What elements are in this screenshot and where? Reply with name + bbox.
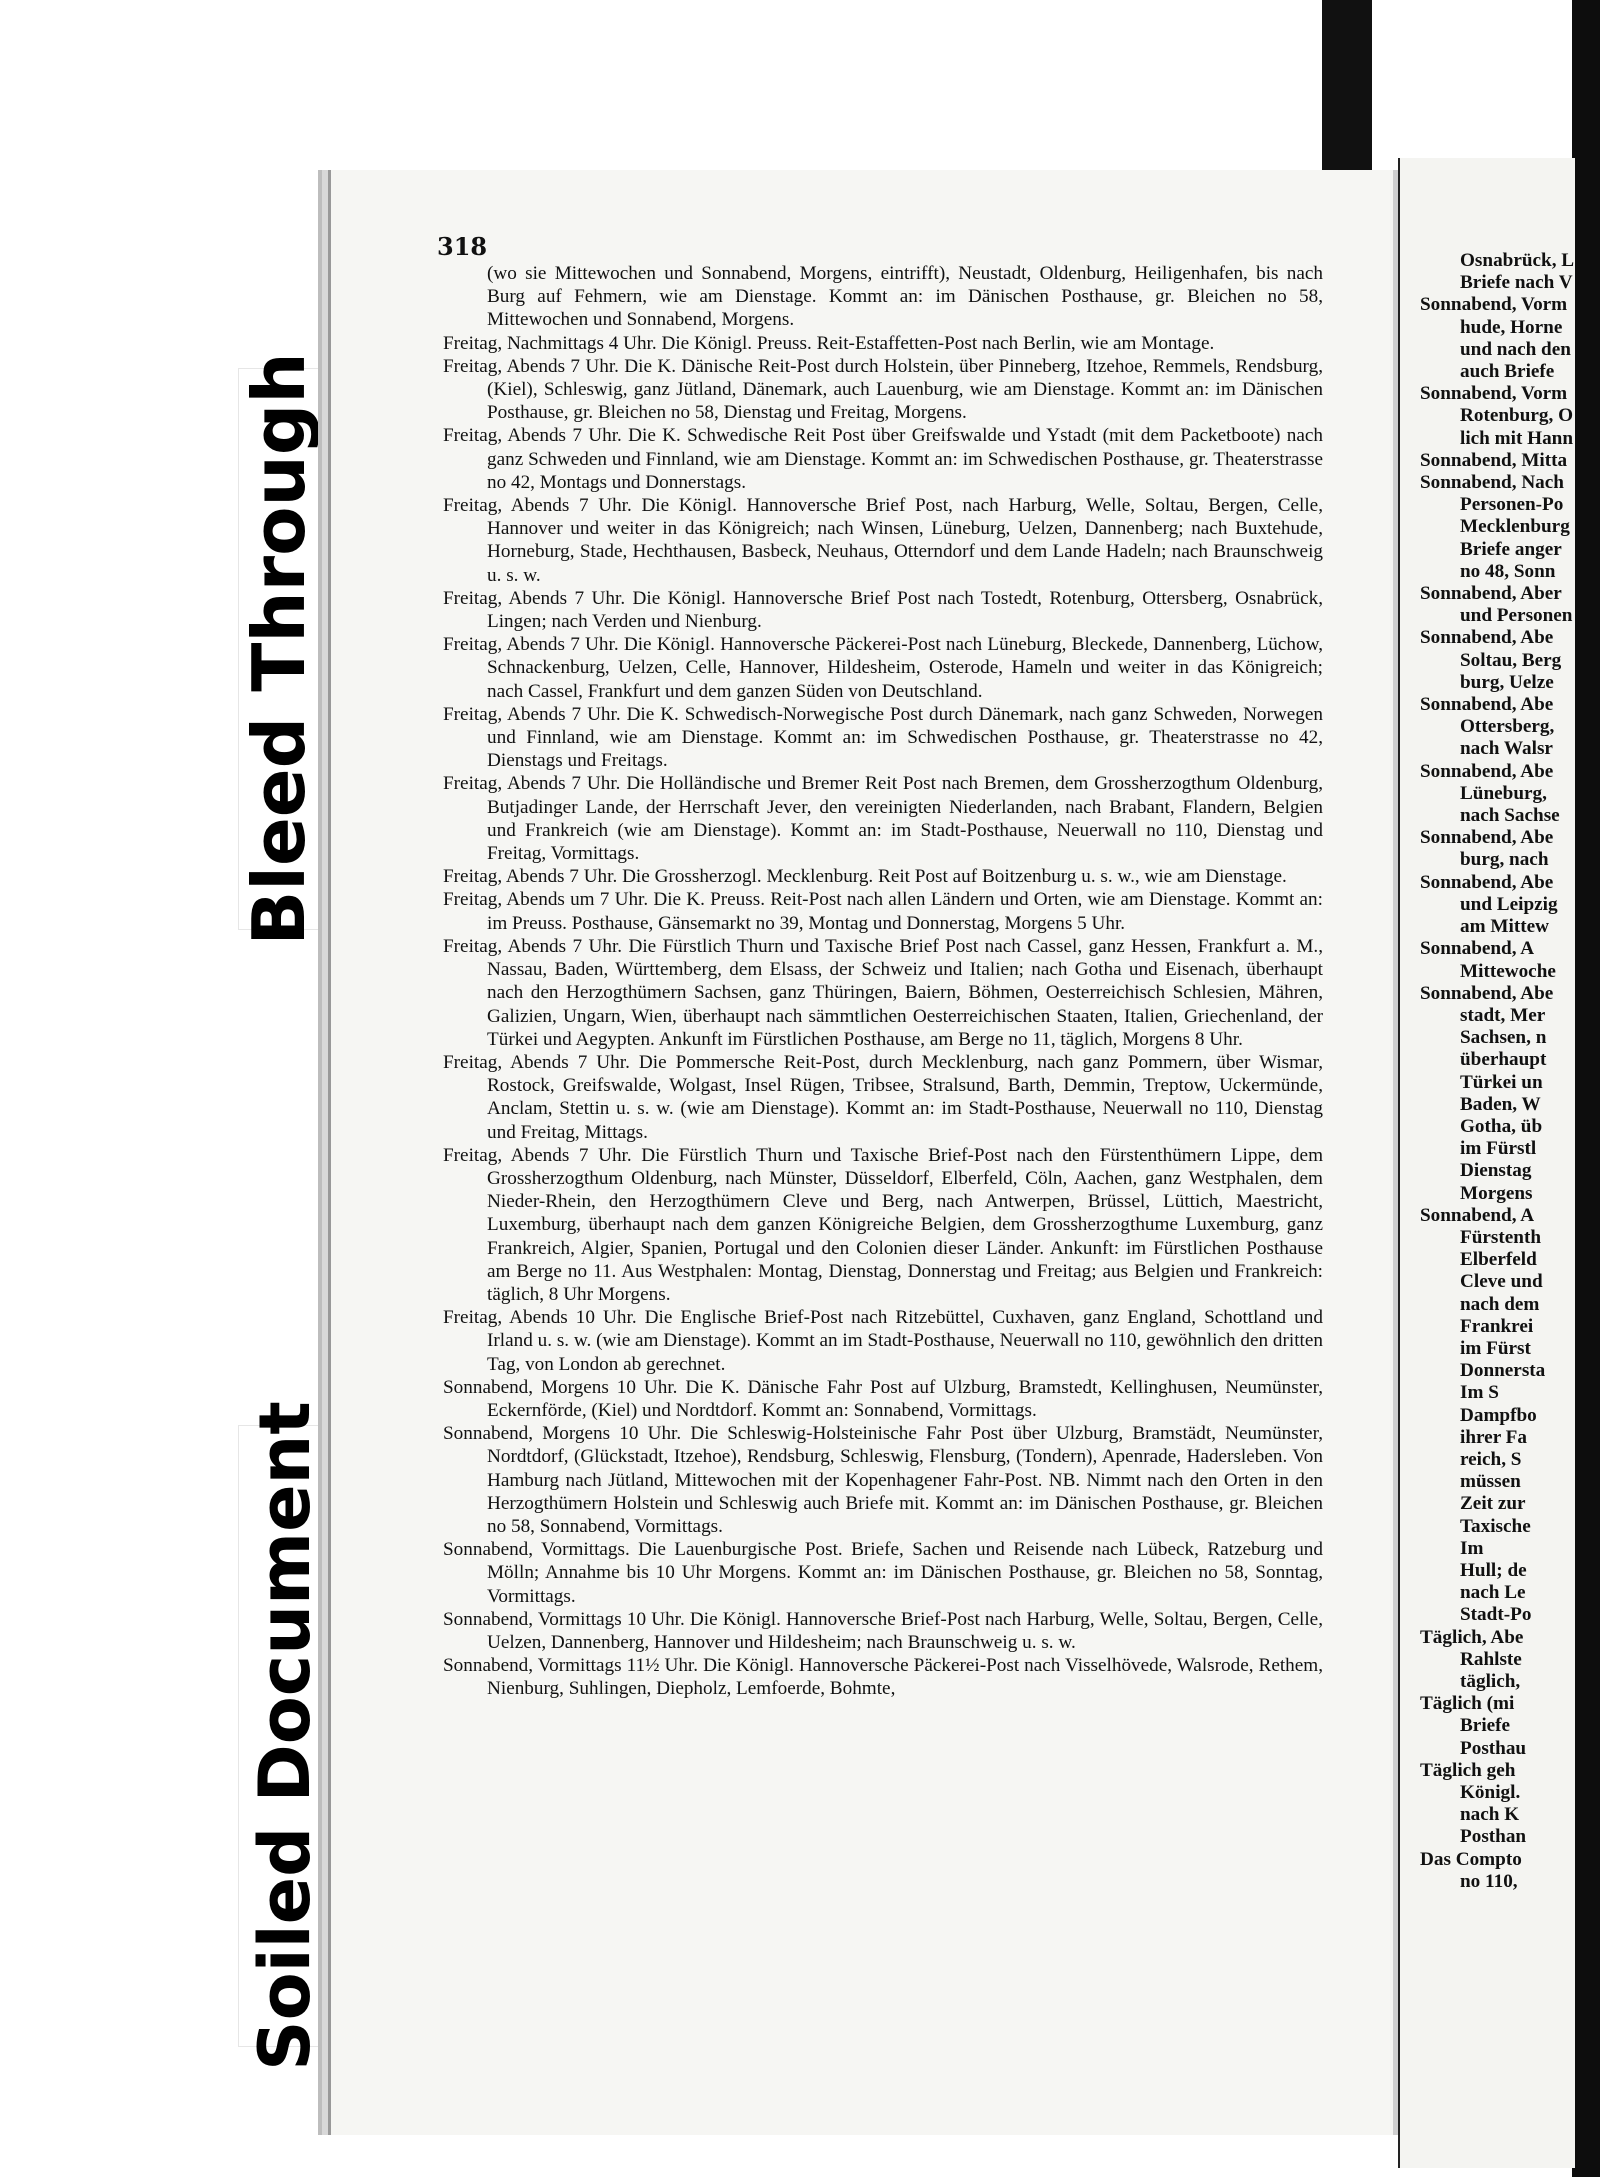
schedule-entry: Freitag, Abends 10 Uhr. Die Englische Brief-Post nach Ritzebüttel, Cuxhaven, ganz England, Schottland und Irland u. s. w. (wie am Dienstage). Kommt an im Stadt-Posthause, Neuerwall no 110, gewöhnlich den dritten Tag, von London ab gerechnet.	[443, 1307, 1323, 1375]
facing-page-line: Sonnabend, Abe	[1420, 760, 1554, 782]
facing-page-line: im Fürst	[1460, 1337, 1531, 1359]
facing-page-line: hude, Horne	[1460, 316, 1563, 338]
facing-page-line: Stadt-Po	[1460, 1604, 1532, 1626]
schedule-entry: Freitag, Abends 7 Uhr. Die Königl. Hannoversche Päckerei-Post nach Lüneburg, Bleckede, Dannenberg, Lüchow, Schnackenburg, Uelzen, Celle, Hannover, Hildesheim, Osterode, Hameln und weiter in das Königreich; nach Cassel, Frankfurt und dem ganzen Süden von Deutschland.	[443, 634, 1323, 702]
facing-page-line: Sonnabend, Mitta	[1420, 449, 1568, 471]
schedule-entry: Freitag, Abends 7 Uhr. Die Grossherzogl. Mecklenburg. Reit Post auf Boitzenburg u. s. w., wie am Dienstage.	[443, 866, 1287, 888]
schedule-entry: Freitag, Abends 7 Uhr. Die K. Schwedische Reit Post über Greifswalde und Ystadt (mit dem Packetboote) nach ganz Schweden und Finnland, wie am Dienstage. Kommt an: im Schwedischen Posthause, gr. Theaterstrasse no 42, Montags und Donnerstags.	[443, 425, 1323, 493]
schedule-entry: Freitag, Abends um 7 Uhr. Die K. Preuss. Reit-Post nach allen Ländern und Orten, wie am Dienstage. Kommt an: im Preuss. Posthause, Gänsemarkt no 39, Montag und Donnerstag, Morgens 5 Uhr.	[443, 889, 1323, 934]
schedule-entry: Freitag, Abends 7 Uhr. Die Pommersche Reit-Post, durch Mecklenburg, nach ganz Pommern, über Wismar, Rostock, Greifswalde, Wolgast, Insel Rügen, Tribsee, Stralsund, Barth, Demmin, Treptow, Uckermünde, Anclam, Stettin u. s. w. (wie am Dienstage). Kommt an: im Stadt-Posthause, Neuerwall no 110, Dienstag und Freitag, Mittags.	[443, 1051, 1323, 1143]
facing-page-line: lich mit Hann	[1460, 427, 1574, 449]
schedule-entry: Freitag, Abends 7 Uhr. Die K. Schwedisch-Norwegische Post durch Dänemark, nach ganz Schweden, Norwegen und Finnland, wie am Dienstage. Kommt an: im Schwedischen Posthause, gr. Theaterstrasse no 42, Dienstags und Freitags.	[443, 703, 1323, 772]
facing-page-line: Frankrei	[1460, 1315, 1534, 1337]
facing-page-line: Briefe anger	[1460, 538, 1562, 560]
facing-page-line: Lüneburg,	[1460, 782, 1547, 804]
binding-shadow-right	[1572, 0, 1600, 2177]
facing-page-line: Fürstenth	[1460, 1226, 1542, 1248]
facing-page-line: nach Sachse	[1460, 805, 1560, 827]
facing-page-line: Königl.	[1460, 1782, 1521, 1804]
schedule-entry: Freitag, Abends 7 Uhr. Die Fürstlich Thurn und Taxische Brief-Post nach den Fürstenthümern Lippe, dem Grossherzogthum Oldenburg, nach Münster, Düsseldorf, Elberfeld, Cöln, Aachen, ganz Westphalen, dem Nieder-Rhein, den Herzogthümern Cleve und Berg, nach Antwerpen, Brüssel, Lüttich, Maestricht, Luxemburg, überhaupt nach dem ganzen Königreiche Belgien, dem Grossherzogthume Luxemburg, ganz Frankreich, Algier, Spanien, Portugal und den Colonien dieser Länder. Ankunft: im Fürstlichen Posthause am Berge no 11. Aus Westphalen: Montag, Dienstag, Donnerstag und Freitag; aus Belgien und Frankreich: täglich, 8 Uhr Morgens.	[443, 1144, 1323, 1305]
facing-page-line: Posthau	[1460, 1737, 1527, 1759]
facing-page-line: Dampfbo	[1460, 1404, 1537, 1426]
facing-page-line: Sonnabend, Aber	[1420, 583, 1562, 605]
bleed-through-label: Bleed Through	[237, 352, 321, 946]
facing-page-line: Türkei un	[1460, 1071, 1543, 1093]
facing-page-line: no 110,	[1460, 1870, 1518, 1892]
facing-page-line: Gotha, üb	[1460, 1115, 1543, 1137]
facing-page-line: nach K	[1460, 1804, 1520, 1826]
facing-page-line: im Fürstl	[1460, 1138, 1537, 1160]
facing-page-line: Sonnabend, Abe	[1420, 627, 1554, 649]
facing-page-line: burg, Uelze	[1460, 671, 1554, 693]
facing-page-line: Ottersberg,	[1460, 716, 1555, 738]
schedule-entry: Sonnabend, Vormittags 10 Uhr. Die Königl. Hannoversche Brief-Post nach Harburg, Welle, Soltau, Bergen, Celle, Uelzen, Dannenberg, Hannover und Hildesheim; nach Braunschweig u. s. w.	[443, 1608, 1323, 1653]
facing-page-line: stadt, Mer	[1460, 1004, 1546, 1026]
facing-page-line: und Leipzig	[1460, 893, 1558, 915]
page-number: 318	[437, 232, 488, 261]
facing-page-line: Morgens	[1460, 1182, 1533, 1204]
facing-page-line: Dienstag	[1460, 1160, 1532, 1182]
schedule-entry: (wo sie Mittewochen und Sonnabend, Morgens, eintrifft), Neustadt, Oldenburg, Heiligenhafen, bis nach Burg auf Fehmern, wie am Dienstage. Kommt an: im Dänischen Posthause, gr. Bleichen no 58, Mittewochen und Sonnabend, Morgens.	[487, 263, 1323, 331]
facing-page-line: Posthan	[1460, 1826, 1527, 1848]
facing-page-line: nach Walsr	[1460, 738, 1553, 760]
facing-page-line: Das Compto	[1420, 1848, 1522, 1870]
schedule-entry: Sonnabend, Vormittags 11½ Uhr. Die Königl. Hannoversche Päckerei-Post nach Visselhövede, Walsrode, Rethem, Nienburg, Suhlingen, Diepholz, Lemfoerde, Bohmte,	[443, 1655, 1323, 1700]
facing-page-line: Mittewoche	[1460, 960, 1556, 982]
schedule-entries	[443, 262, 1323, 1701]
facing-page-line: Sonnabend, A	[1420, 1204, 1535, 1226]
document-page	[328, 170, 1393, 2135]
facing-page-line: Sonnabend, Vorm	[1420, 294, 1568, 316]
facing-page-line: burg, nach	[1460, 849, 1549, 871]
facing-page-line: auch Briefe	[1460, 361, 1555, 383]
schedule-entry: Freitag, Nachmittags 4 Uhr. Die Königl. Preuss. Reit-Estaffetten-Post nach Berlin, wie am Montage.	[443, 332, 1215, 354]
facing-page-line: Sonnabend, Abe	[1420, 694, 1554, 716]
facing-page-line: Hull; de	[1460, 1559, 1527, 1581]
facing-page-line: Täglich geh	[1420, 1759, 1516, 1781]
facing-page-line: Täglich, Abe	[1420, 1626, 1524, 1648]
schedule-entry: Sonnabend, Vormittags. Die Lauenburgische Post. Briefe, Sachen und Reisende nach Lübeck, Ratzeburg und Mölln; Annahme bis 10 Uhr Morgens. Kommt an: im Dänischen Posthause, gr. Bleichen no 58, Sonntag, Vormittags.	[443, 1539, 1323, 1607]
facing-page-line: Im	[1460, 1537, 1484, 1559]
facing-page-line: Sonnabend, A	[1420, 938, 1535, 960]
facing-page-line: Sonnabend, Abe	[1420, 871, 1554, 893]
facing-page-line: müssen	[1460, 1471, 1521, 1493]
facing-page-line: Briefe	[1460, 1715, 1511, 1737]
soiled-document-label: Soiled Document	[244, 1401, 326, 2071]
bleed-through-stamp	[237, 352, 321, 946]
facing-page-line: überhaupt	[1460, 1049, 1547, 1071]
facing-page-line: Sonnabend, Abe	[1420, 982, 1554, 1004]
schedule-entry: Freitag, Abends 7 Uhr. Die K. Dänische Reit-Post durch Holstein, über Pinneberg, Itzehoe, Remmels, Rendsburg, (Kiel), Schleswig, ganz Jütland, Dänemark, auch Lauenburg, wie am Dienstage. Kommt an: im Dänischen Posthause, gr. Bleichen no 58, Dienstag und Freitag, Morgens.	[443, 355, 1323, 424]
facing-page-line: Elberfeld	[1460, 1249, 1537, 1271]
facing-page-line: und Personen	[1460, 605, 1573, 627]
facing-page-line: Cleve und	[1460, 1271, 1543, 1293]
facing-page-line: Rahlste	[1460, 1648, 1522, 1670]
schedule-entry: Freitag, Abends 7 Uhr. Die Holländische und Bremer Reit Post nach Bremen, dem Grossherzogthum Oldenburg, Butjadinger Lande, der Herrschaft Jever, den vereinigten Niederlanden, nach Brabant, Flandern, Belgien und Frankreich (wie am Dienstage). Kommt an: im Stadt-Posthause, Neuerwall no 110, Dienstag und Freitag, Vormittags.	[443, 773, 1323, 865]
binding-shadow-top	[1322, 0, 1372, 175]
facing-page-line: Soltau, Berg	[1460, 649, 1562, 671]
facing-page-line: Sachsen, n	[1460, 1027, 1547, 1049]
facing-page-line: täglich,	[1460, 1671, 1521, 1692]
facing-page-line: Im S	[1460, 1382, 1499, 1404]
facing-page-line: Sonnabend, Abe	[1420, 827, 1554, 849]
facing-page-line: ihrer Fa	[1460, 1426, 1527, 1448]
facing-page-line: Briefe nach V	[1460, 272, 1573, 294]
facing-page-line: nach dem	[1460, 1293, 1540, 1315]
facing-page-line: Zeit zur	[1460, 1493, 1526, 1515]
facing-page-line: Rotenburg, O	[1460, 405, 1573, 427]
schedule-entry: Freitag, Abends 7 Uhr. Die Fürstlich Thurn und Taxische Brief Post nach Cassel, ganz Hessen, Frankfurt a. M., Nassau, Baden, Württemberg, dem Elsass, der Schweiz und Italien; nach Gotha und Eisenach, überhaupt nach den Herzogthümern Sachsen, ganz Thüringen, Baiern, Böhmen, Oesterreichisch Schlesien, Mähren, Galizien, Ungarn, Wien, überhaupt nach sämmtlichen Oesterreichischen Staaten, Italien, Griechenland, der Türkei und Aegypten. Ankunft im Fürstlichen Posthause, am Berge no 11, täglich, Morgens 8 Uhr.	[443, 935, 1323, 1050]
schedule-entry: Sonnabend, Morgens 10 Uhr. Die K. Dänische Fahr Post auf Ulzburg, Bramstedt, Kellinghusen, Neumünster, Eckernförde, (Kiel) und Nordtdorf. Kommt an: Sonnabend, Vormittags.	[443, 1376, 1323, 1421]
facing-page-line: no 48, Sonn	[1460, 560, 1556, 582]
facing-page-line: Osnabrück, L	[1460, 250, 1575, 271]
facing-page-line: Sonnabend, Nach	[1420, 472, 1564, 494]
facing-page-line: Mecklenburg	[1460, 516, 1570, 538]
facing-page-line: Baden, W	[1460, 1093, 1541, 1115]
facing-page-lines	[1420, 250, 1575, 1893]
facing-page-line: und nach den	[1460, 338, 1571, 360]
facing-page-line: Taxische	[1460, 1515, 1531, 1537]
facing-page-line: Sonnabend, Vorm	[1420, 383, 1568, 405]
soiled-document-stamp	[238, 1401, 332, 2071]
facing-page-line: Personen-Po	[1460, 494, 1564, 516]
facing-page-line: am Mittew	[1460, 916, 1549, 938]
schedule-entry: Freitag, Abends 7 Uhr. Die Königl. Hannoversche Brief Post, nach Harburg, Welle, Soltau, Bergen, Celle, Hannover und weiter in das Königreich; nach Winsen, Lüneburg, Uelzen, Dannenberg; nach Buxtehude, Horneburg, Stade, Hechthausen, Basbeck, Neuhaus, Otterndorf und dem Lande Hadeln; nach Braunschweig u. s. w.	[443, 495, 1323, 586]
facing-page-line: Donnersta	[1460, 1360, 1546, 1382]
facing-page-line: nach Le	[1460, 1582, 1526, 1604]
schedule-entry: Freitag, Abends 7 Uhr. Die Königl. Hannoversche Brief Post nach Tostedt, Rotenburg, Ottersberg, Osnabrück, Lingen; nach Verden und Nienburg.	[443, 587, 1323, 633]
facing-page-line: Täglich (mi	[1420, 1693, 1515, 1715]
schedule-entry: Sonnabend, Morgens 10 Uhr. Die Schleswig-Holsteinische Fahr Post über Ulzburg, Bramstädt, Neumünster, Nordtdorf, (Glückstadt, Itzehoe), Rendsburg, Schleswig, Flensburg, (Tondern), Apenrade, Hadersleben. Von Hamburg nach Jütland, Mittewochen mit der Kopenhagener Fahr-Post. NB. Nimmt nach den Orten in den Herzogthümern Holstein und Schleswig auch Briefe mit. Kommt an: im Dänischen Posthause, gr. Bleichen no 58, Sonnabend, Vormittags.	[443, 1423, 1323, 1537]
facing-page	[1398, 158, 1575, 2168]
facing-page-line: reich, S	[1460, 1448, 1522, 1470]
